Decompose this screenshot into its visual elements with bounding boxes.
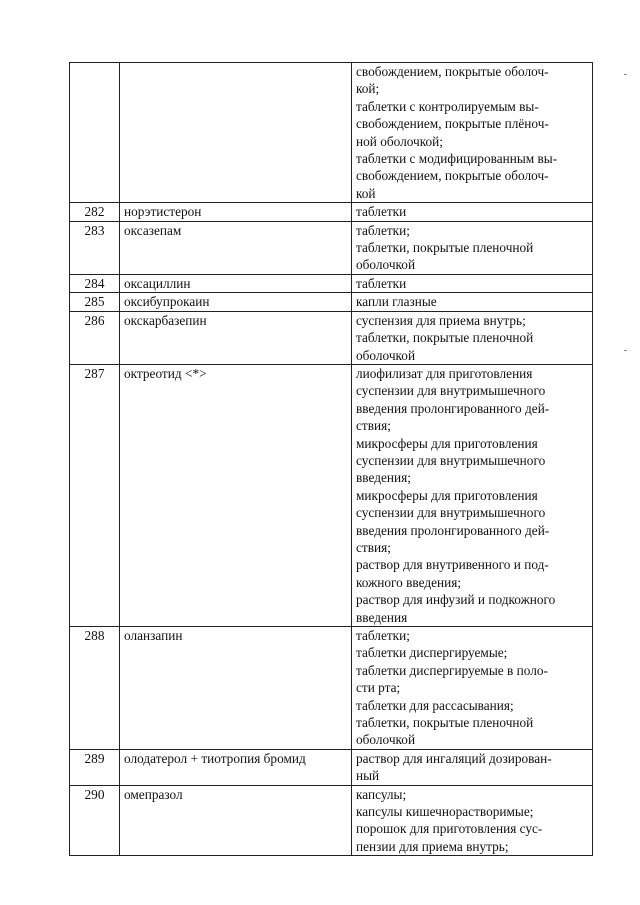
dosage-form-line: таблетки, покрытые пленочной bbox=[356, 330, 534, 346]
dosage-form-line: таблетки с контролируемым вы- bbox=[356, 98, 539, 114]
table-body bbox=[70, 63, 593, 856]
row-number: 285 bbox=[70, 293, 120, 311]
table-row bbox=[70, 274, 593, 292]
drug-name: оланзапин bbox=[120, 627, 352, 750]
dosage-form-line: суспензии для внутримышечного bbox=[356, 452, 546, 468]
dosage-form-line: таблетки bbox=[356, 275, 407, 291]
dosage-forms bbox=[352, 221, 593, 274]
table-row bbox=[70, 364, 593, 626]
table-row bbox=[70, 785, 593, 856]
dosage-form-line: кой; bbox=[356, 81, 380, 97]
row-number: 290 bbox=[70, 785, 120, 856]
dosage-form-line: ствия; bbox=[356, 418, 391, 434]
dosage-form-line: оболочкой bbox=[356, 732, 416, 748]
dosage-forms bbox=[352, 203, 593, 221]
dosage-form-line: введения пролонгированного дей- bbox=[356, 522, 550, 538]
dosage-form-line: микросферы для приготовления bbox=[356, 435, 538, 451]
dosage-form-line: суспензии для внутримышечного bbox=[356, 383, 546, 399]
drug-name: оксазепам bbox=[120, 221, 352, 274]
table-row bbox=[70, 311, 593, 364]
table-row bbox=[70, 293, 593, 311]
dosage-form-line: микросферы для приготовления bbox=[356, 487, 538, 503]
dosage-forms bbox=[352, 749, 593, 785]
dosage-form-line: суспензии для внутримышечного bbox=[356, 505, 546, 521]
drug-list-table bbox=[69, 62, 593, 856]
table-row bbox=[70, 63, 593, 203]
drug-name: оксациллин bbox=[120, 274, 352, 292]
table-row bbox=[70, 627, 593, 750]
dosage-form-line: свобождением, покрытые оболоч- bbox=[356, 64, 549, 79]
dosage-form-line: ный bbox=[356, 768, 380, 784]
dosage-form-line: капсулы кишечнорастворимые; bbox=[356, 804, 534, 820]
dosage-form-line: порошок для приготовления сус- bbox=[356, 821, 543, 837]
drug-name bbox=[120, 63, 352, 203]
table-row bbox=[70, 203, 593, 221]
dosage-forms bbox=[352, 364, 593, 626]
row-number bbox=[70, 63, 120, 203]
dosage-form-line: свобождением, покрытые плёноч- bbox=[356, 116, 549, 132]
row-number: 283 bbox=[70, 221, 120, 274]
dosage-forms bbox=[352, 311, 593, 364]
drug-name: октреотид <*> bbox=[120, 364, 352, 626]
dosage-form-line: капли глазные bbox=[356, 294, 437, 310]
scan-edge-mark bbox=[624, 350, 627, 351]
row-number: 287 bbox=[70, 364, 120, 626]
dosage-form-line: оболочкой bbox=[356, 257, 416, 273]
drug-name: олодатерол + тиотропия бромид bbox=[120, 749, 352, 785]
drug-name: омепразол bbox=[120, 785, 352, 856]
dosage-forms bbox=[352, 293, 593, 311]
dosage-form-line: ствия; bbox=[356, 539, 391, 555]
drug-name: оксибупрокаин bbox=[120, 293, 352, 311]
dosage-form-line: пензии для приема внутрь; bbox=[356, 838, 509, 854]
dosage-form-line: раствор для инфузий и подкожного bbox=[356, 592, 556, 608]
dosage-form-line: кой bbox=[356, 185, 376, 201]
dosage-form-line: таблетки, покрытые пленочной bbox=[356, 240, 534, 256]
dosage-form-line: оболочкой bbox=[356, 347, 416, 363]
dosage-forms bbox=[352, 63, 593, 203]
dosage-forms bbox=[352, 627, 593, 750]
dosage-form-line: таблетки bbox=[356, 204, 407, 220]
dosage-form-line: раствор для ингаляций дозирован- bbox=[356, 750, 552, 766]
dosage-forms bbox=[352, 274, 593, 292]
dosage-forms bbox=[352, 785, 593, 856]
dosage-form-line: кожного введения; bbox=[356, 574, 462, 590]
dosage-form-line: свобождением, покрытые оболоч- bbox=[356, 168, 549, 184]
row-number: 282 bbox=[70, 203, 120, 221]
dosage-form-line: таблетки диспергируемые в поло- bbox=[356, 662, 548, 678]
dosage-form-line: введения пролонгированного дей- bbox=[356, 400, 550, 416]
row-number: 286 bbox=[70, 311, 120, 364]
drug-name: окскарбазепин bbox=[120, 311, 352, 364]
dosage-form-line: таблетки с модифицированным вы- bbox=[356, 151, 558, 167]
row-number: 288 bbox=[70, 627, 120, 750]
dosage-form-line: таблетки; bbox=[356, 628, 410, 643]
table-row bbox=[70, 749, 593, 785]
dosage-form-line: суспензия для приема внутрь; bbox=[356, 312, 526, 328]
row-number: 284 bbox=[70, 274, 120, 292]
dosage-form-line: введения bbox=[356, 609, 408, 625]
dosage-form-line: таблетки, покрытые пленочной bbox=[356, 715, 534, 731]
dosage-form-line: раствор для внутривенного и под- bbox=[356, 557, 549, 573]
dosage-form-line: таблетки; bbox=[356, 222, 410, 238]
scan-edge-mark bbox=[624, 74, 627, 75]
dosage-form-line: капсулы; bbox=[356, 786, 407, 802]
dosage-form-line: лиофилизат для приготовления bbox=[356, 365, 533, 381]
drug-name: норэтистерон bbox=[120, 203, 352, 221]
dosage-form-line: ной оболочкой; bbox=[356, 133, 443, 149]
table-row bbox=[70, 221, 593, 274]
dosage-form-line: таблетки для рассасывания; bbox=[356, 697, 514, 713]
dosage-form-line: таблетки диспергируемые; bbox=[356, 645, 508, 661]
row-number: 289 bbox=[70, 749, 120, 785]
dosage-form-line: введения; bbox=[356, 470, 411, 486]
dosage-form-line: сти рта; bbox=[356, 680, 401, 696]
